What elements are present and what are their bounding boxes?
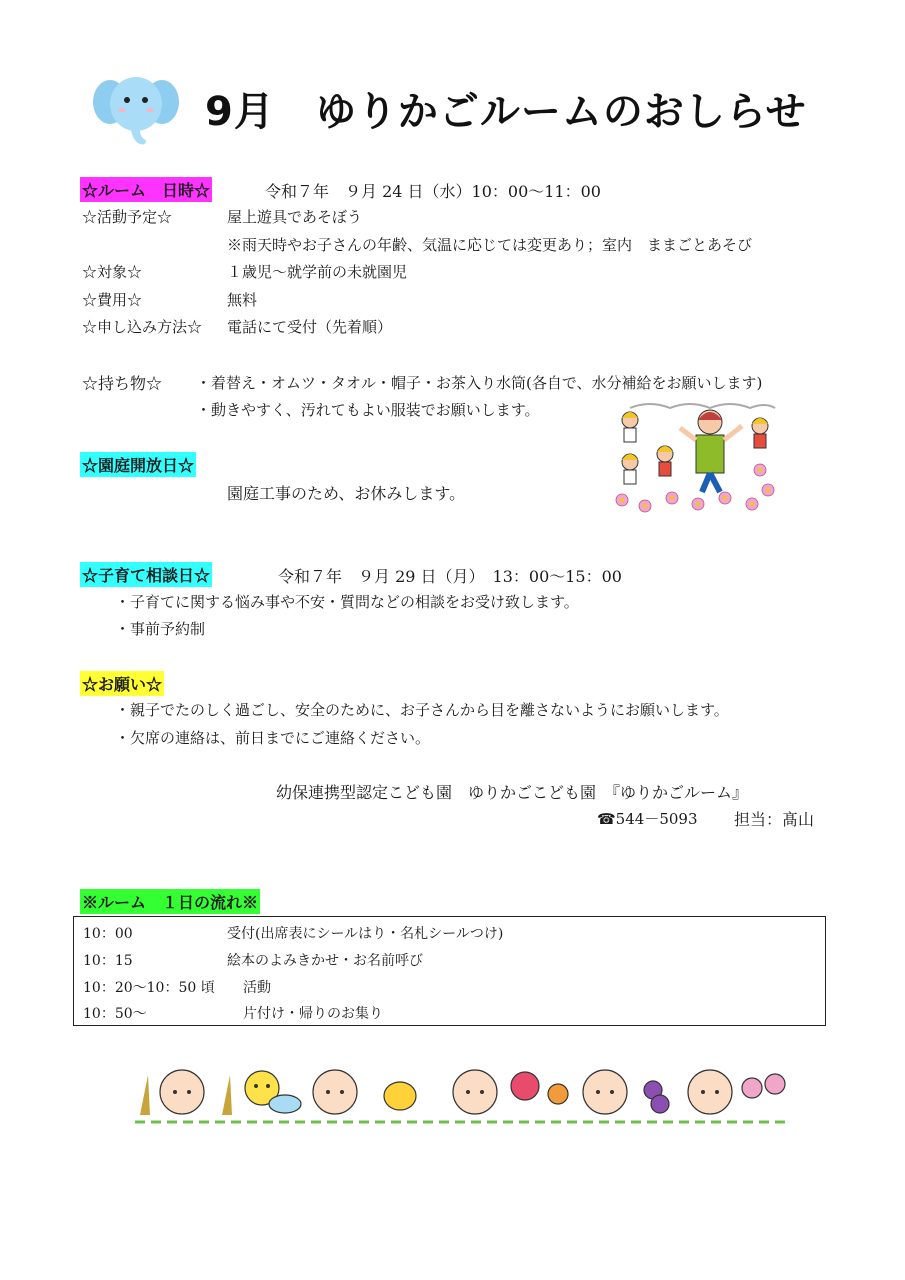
elephant-icon <box>92 70 180 150</box>
room-date: 令和７年 ９月 24 日（水）10：00〜11：00 <box>265 182 601 201</box>
request-label: ☆お願い☆ <box>80 671 164 696</box>
flow-activity: 片付け・帰りのお集り <box>243 1006 383 1022</box>
activity-text: 屋上遊具であそぼう <box>227 208 363 226</box>
flow-time: 10：20〜10：50 頃 <box>83 980 215 996</box>
consult-line1: ・子育てに関する悩み事や不安・質問などの相談をお受け致します。 <box>115 593 579 611</box>
consult-label: ☆子育て相談日☆ <box>80 562 212 587</box>
flow-activity: 受付(出席表にシールはり・名札シールつけ) <box>227 926 504 942</box>
cost-label: ☆費用☆ <box>82 291 143 309</box>
kids-faces-border <box>130 1060 795 1128</box>
flow-time: 10：00 <box>83 926 133 942</box>
activity-label: ☆活動予定☆ <box>82 208 173 226</box>
page-title: 9月 ゆりかごルームのおしらせ <box>205 89 807 135</box>
target-text: １歳児〜就学前の未就園児 <box>227 263 408 281</box>
flow-activity: 活動 <box>243 980 271 996</box>
children-playing-illustration <box>610 400 780 518</box>
request-line2: ・欠席の連絡は、前日までにご連絡ください。 <box>115 729 431 747</box>
activity-note: ※雨天時やお子さんの年齢、気温に応じては変更あり；室内 ままごとあそび <box>227 236 753 254</box>
phone-number: ☎544－5093 <box>597 810 698 828</box>
belongings-line1: ・着替え・オムツ・タオル・帽子・お茶入り水筒(各自で、水分補給をお願いします) <box>196 374 763 392</box>
target-label: ☆対象☆ <box>82 263 143 281</box>
cost-text: 無料 <box>227 291 258 309</box>
flow-label: ※ルーム １日の流れ※ <box>80 889 260 914</box>
garden-text: 園庭工事のため、お休みします。 <box>227 484 466 503</box>
consult-date: 令和７年 ９月 29 日（月） 13：00〜15：00 <box>278 567 622 586</box>
flow-table <box>73 916 826 1026</box>
consult-line2: ・事前予約制 <box>115 620 206 638</box>
contact-person: 担当：髙山 <box>734 810 815 829</box>
flow-activity: 絵本のよみきかせ・お名前呼び <box>227 953 423 969</box>
room-header-label: ☆ルーム 日時☆ <box>80 177 212 202</box>
garden-label: ☆園庭開放日☆ <box>80 452 196 477</box>
belongings-label: ☆持ち物☆ <box>82 374 163 393</box>
belongings-line2: ・動きやすく、汚れてもよい服装でお願いします。 <box>196 401 540 419</box>
apply-text: 電話にて受付（先着順） <box>227 318 393 336</box>
organization-name: 幼保連携型認定こども園 ゆりかごこども園 『ゆりかごルーム』 <box>276 783 749 802</box>
apply-label: ☆申し込み方法☆ <box>82 318 203 336</box>
flow-time: 10：50〜 <box>83 1006 147 1022</box>
flow-time: 10：15 <box>83 953 133 969</box>
request-line1: ・親子でたのしく過ごし、安全のために、お子さんから目を離さないようにお願いします。 <box>115 701 729 719</box>
